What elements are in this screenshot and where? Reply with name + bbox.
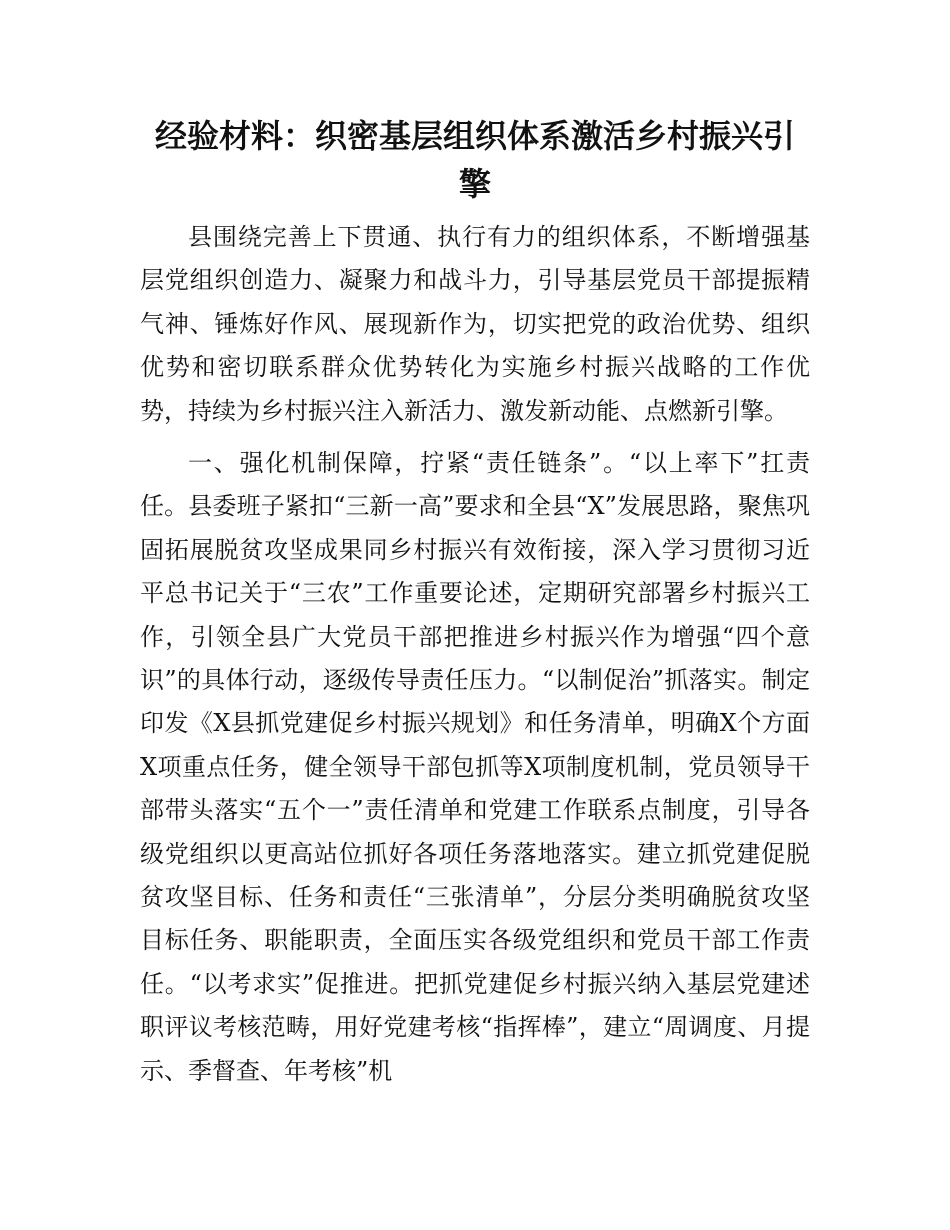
document-title: 经验材料：织密基层组织体系激活乡村振兴引擎 bbox=[154, 117, 795, 203]
paragraph-intro: 县围绕完善上下贯通、执行有力的组织体系，不断增强基层党组织创造力、凝聚力和战斗力，引导基层党员干部提振精气神、锤炼好作风、展现新作为，切实把党的政治优势、组织优势和密切联系群众优势转化为实施乡村振兴战略的工作优势，持续为乡村振兴注入新活力、激发新动能、点燃新引擎。 bbox=[140, 223, 810, 425]
paragraph-section-1: 一、强化机制保障，拧紧“责任链条”。“以上率下”扛责任。县委班子紧扣“三新一高”要求和全县“X”发展思路，聚焦巩固拓展脱贫攻坚成果同乡村振兴有效衔接，深入学习贯彻习近平总书记关于“三农”工作重要论述，定期研究部署乡村振兴工作，引领全县广大党员干部把推进乡村振兴作为增强“四个意识”的具体行动，逐级传导责任压力。“以制促治”抓落实。制定印发《X县抓党建促乡村振兴规划》和任务清单，明确X个方面X项重点任务，健全领导干部包抓等X项制度机制，党员领导干部带头落实“五个一”责任清单和党建工作联系点制度，引导各级党组织以更高站位抓好各项任务落地落实。建立抓党建促脱贫攻坚目标、任务和责任“三张清单”，分层分类明确脱贫攻坚目标任务、职能职责，全面压实各级党组织和党员干部工作责任。“以考求实”促推进。把抓党建促乡村振兴纳入基层党建述职评议考核范畴，用好党建考核“指挥棒”，建立“周调度、月提示、季督查、年考核”机 bbox=[140, 449, 810, 1085]
